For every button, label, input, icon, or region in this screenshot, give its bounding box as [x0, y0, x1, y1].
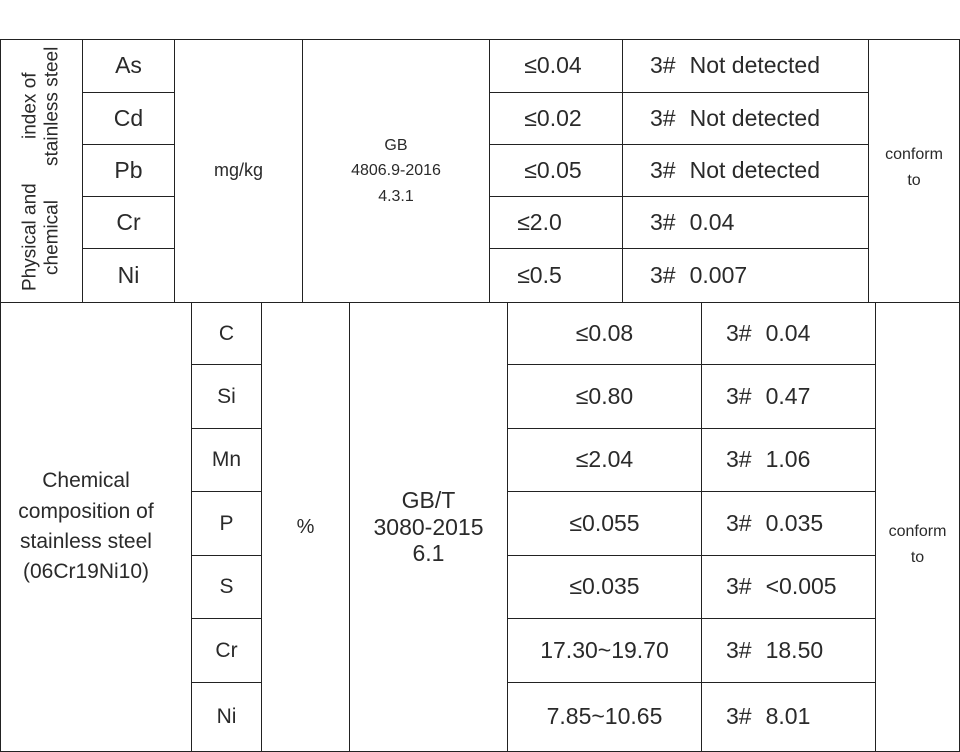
element-cell: Ni	[117, 261, 140, 288]
section-a-title-line: index of stainless steel	[19, 46, 63, 166]
standard-cell	[303, 40, 489, 302]
sample-id: 3#	[726, 573, 752, 600]
result-value: 18.50	[765, 636, 824, 663]
section-b-title	[1, 303, 191, 751]
result-value: <0.005	[765, 573, 837, 600]
sample-id: 3#	[650, 156, 676, 183]
judgement-line: conform	[888, 523, 947, 541]
result-value: 0.47	[765, 382, 811, 409]
result-cell	[702, 556, 875, 618]
result-cell	[623, 40, 868, 92]
result-value: 1.06	[765, 446, 811, 473]
section-b-title-line: (06Cr19Ni10)	[22, 560, 150, 584]
element-cell: S	[219, 575, 234, 599]
requirement-cell: ≤0.5	[517, 261, 562, 288]
standard-cell	[350, 303, 507, 751]
element-cell: Mn	[211, 448, 242, 472]
sample-id: 3#	[726, 636, 752, 663]
requirement-cell: ≤2.04	[575, 446, 634, 473]
element-cell: Ni	[216, 705, 237, 729]
sample-id: 3#	[650, 261, 676, 288]
sample-id: 3#	[650, 104, 676, 131]
sample-id: 3#	[726, 319, 752, 346]
result-cell	[623, 145, 868, 196]
element-cell: C	[218, 321, 235, 345]
sample-id: 3#	[726, 382, 752, 409]
standard-line: 3080-2015	[373, 513, 484, 540]
sample-id: 3#	[650, 208, 676, 235]
element-cell: As	[115, 52, 142, 79]
result-value: 8.01	[765, 703, 811, 730]
element-cell: Cr	[215, 638, 238, 662]
standard-line: 4.3.1	[378, 187, 414, 205]
result-cell	[702, 492, 875, 555]
sample-id: 3#	[726, 446, 752, 473]
requirement-cell: ≤0.05	[524, 156, 582, 183]
result-cell	[702, 429, 875, 491]
result-cell	[623, 93, 868, 144]
judgement-cell	[876, 303, 959, 751]
requirement-cell: ≤2.0	[517, 208, 562, 235]
result-cell	[702, 303, 875, 364]
section-b-title-line: Chemical	[42, 469, 130, 493]
requirement-cell: 17.30~19.70	[540, 636, 669, 663]
result-value: 0.04	[689, 208, 735, 235]
section-a-title	[1, 40, 82, 302]
element-cell: P	[219, 511, 234, 535]
element-cell: Si	[217, 384, 236, 408]
judgement-line: to	[907, 172, 921, 189]
element-cell: Cr	[116, 208, 141, 235]
element-cell: Pb	[114, 156, 143, 183]
result-cell	[623, 197, 868, 248]
requirement-cell: ≤0.035	[569, 573, 640, 600]
standard-line: GB/T	[401, 486, 456, 513]
result-cell	[702, 365, 875, 428]
requirement-cell: ≤0.02	[524, 104, 582, 131]
requirement-cell: ≤0.08	[575, 319, 634, 346]
result-cell	[702, 619, 875, 682]
result-cell	[623, 249, 868, 302]
result-value: Not detected	[689, 104, 821, 131]
result-cell	[702, 683, 875, 751]
sample-id: 3#	[650, 52, 676, 79]
requirement-cell: 7.85~10.65	[546, 703, 663, 730]
judgement-line: to	[910, 549, 925, 566]
standard-line: GB	[384, 136, 408, 154]
judgement-line: conform	[885, 146, 943, 164]
result-value: 0.007	[689, 261, 748, 288]
section-b-title-line: stainless steel	[20, 530, 152, 553]
result-value: Not detected	[689, 52, 821, 79]
result-value: 0.04	[765, 319, 811, 346]
unit-cell: %	[296, 516, 315, 538]
sample-id: 3#	[726, 509, 752, 536]
unit-cell: mg/kg	[213, 160, 264, 181]
result-value: 0.035	[765, 509, 824, 536]
requirement-cell: ≤0.04	[524, 52, 582, 79]
sample-id: 3#	[726, 703, 752, 730]
section-b-title-line: composition of	[18, 499, 154, 523]
element-cell: Cd	[113, 104, 144, 131]
standard-line: 6.1	[412, 540, 445, 567]
requirement-cell: ≤0.055	[569, 509, 640, 536]
judgement-cell	[869, 40, 959, 302]
requirement-cell: ≤0.80	[575, 382, 634, 409]
standard-line: 4806.9-2016	[351, 162, 441, 180]
result-value: Not detected	[689, 156, 821, 183]
section-a-title-line: Physical and chemical	[19, 183, 63, 291]
